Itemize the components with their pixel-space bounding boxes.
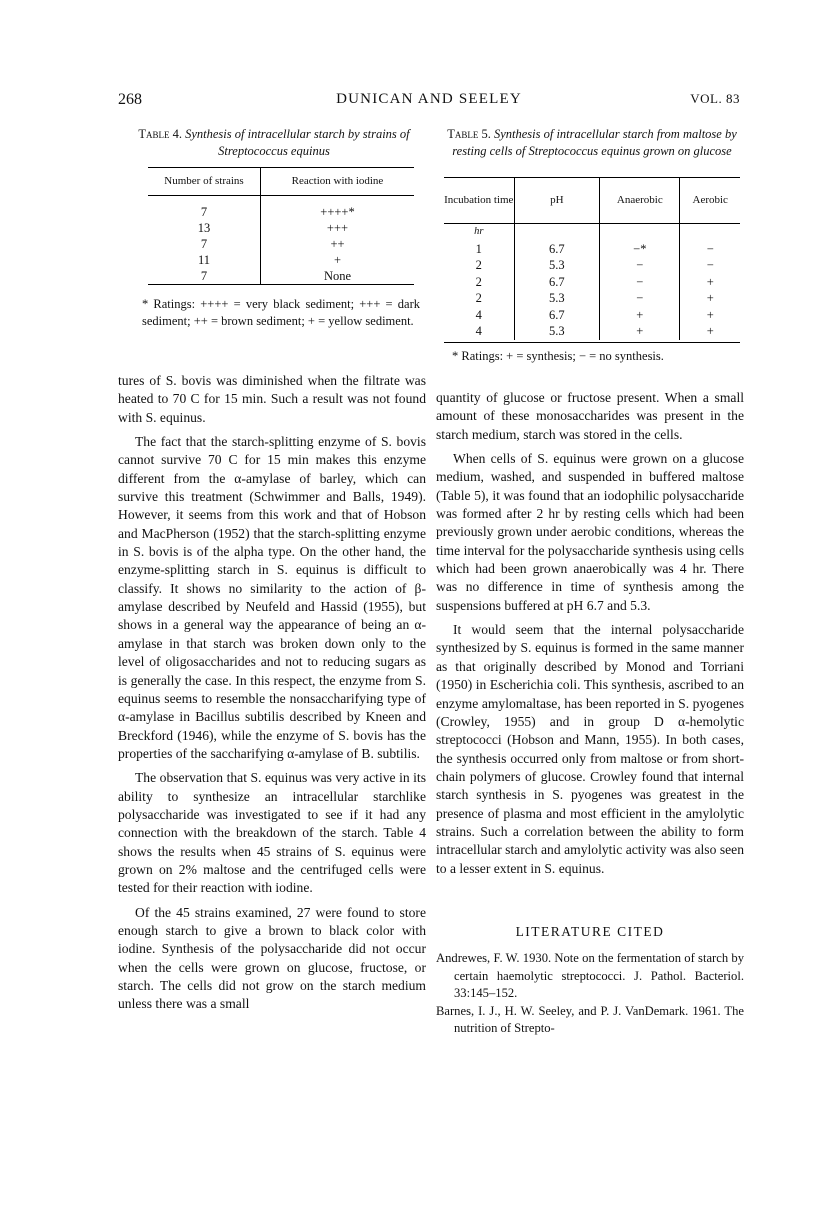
table5-header-row (444, 177, 740, 224)
table-row (444, 307, 740, 324)
reference-item: Barnes, I. J., H. W. Seeley, and P. J. VanDemark. 1961. The nutrition of Strepto- (436, 1003, 744, 1035)
table-cell: − (600, 257, 680, 274)
table-cell: 2 (444, 274, 514, 291)
table-cell: − (600, 274, 680, 291)
table4-label: Table 4. (138, 127, 182, 141)
table-cell: 11 (148, 252, 261, 268)
table4-col-header: Reaction with iodine (261, 167, 415, 196)
table-cell: 7 (148, 268, 261, 285)
table5-col-header: Incubation time (444, 177, 514, 224)
table-cell: + (706, 274, 714, 289)
paragraph: tures of S. bovis was diminished when the filtrate was heated to 70 C for 15 min. Such a result was not found with S. equinus. (118, 373, 426, 425)
table5-bottom-rule (444, 342, 740, 343)
table-cell: 4 (444, 323, 514, 340)
table-cell: 4 (444, 307, 514, 324)
table-row (444, 257, 740, 274)
table5 (444, 177, 740, 340)
table-cell: + (600, 323, 680, 340)
table-row (148, 236, 414, 252)
table-cell: 5.3 (514, 290, 600, 307)
table5-unit: hr (444, 224, 514, 241)
reference-item: Andrewes, F. W. 1930. Note on the fermentation of starch by certain haemolytic streptococci. J. Pathol. Bacteriol. 33:145–152. (436, 951, 744, 1000)
table-cell: None (261, 268, 415, 285)
table-row (148, 204, 414, 220)
table5-col-header: Anaerobic (600, 177, 680, 224)
table-cell: 2 (444, 290, 514, 307)
table4-caption (118, 126, 430, 160)
table-row (148, 268, 414, 285)
table-row (444, 323, 740, 340)
table4-col-header: Number of strains (148, 167, 261, 196)
table-row (148, 252, 414, 268)
table-cell: − (600, 290, 680, 307)
table-cell: 6.7 (514, 274, 600, 291)
paragraph: The observation that S. equinus was very active in its ability to synthesize an intracellular starchlike polysaccharide was investigated to see if it had any connection with the breakdown of the starch. Table 4 shows the results when 45 strains of S. equinus were grown on 2% maltose and the centrifuged cells were tested for their reaction with iodine. (118, 770, 426, 896)
page-number: 268 (118, 91, 142, 108)
table-cell: ++ (330, 237, 345, 251)
table5-unit-row (444, 224, 740, 241)
table4-footnote: * Ratings: ++++ = very black sediment; +++ = dark sediment; ++ = brown sediment; + = yellow sediment. (142, 297, 420, 328)
reference-list (436, 950, 744, 1038)
table5-col-header: Aerobic (680, 177, 740, 224)
table-row (444, 241, 740, 258)
table4-header-row (148, 167, 414, 196)
table-cell: + (706, 291, 714, 305)
table-row (148, 220, 414, 236)
table4-caption-text: Synthesis of intracellular starch by strains of Streptococcus equinus (185, 127, 410, 158)
table-cell: 1 (444, 241, 514, 258)
table5-caption-text: Synthesis of intracellular starch from maltose by resting cells of Streptococcus equinus grown on glucose (452, 127, 737, 158)
table-cell: 5.3 (514, 323, 600, 340)
paragraph: Of the 45 strains examined, 27 were found to store enough starch to give a brown to black color with iodine. Synthesis of the polysaccharide did not occur when the cells were grown on glucose, fructose, or starch. The cells did not grow on the starch medium unless there was a small (118, 904, 426, 1012)
table-cell: 7 (148, 236, 261, 252)
table5-caption (436, 126, 748, 160)
paragraph: The fact that the starch-splitting enzyme of S. bovis cannot survive 70 C for 15 min makes this enzyme different from the α-amylase of barley, which can survive this treatment (Schwimmer and Balls, 1949). However, it seems from this work and that of Hobson and MacPherson (1952) that the starch-splitting enzyme in S. bovis is of the alpha type. On the other hand, the enzyme-splitting starch in S. equinus is difficult to classify. It shows no similarity to the action of β-amylase described by Neufeld and Hassid (1955), but shows in a general way the appearance of being an α-amylase in that starch was broken down only to the level of oligosaccharides and not to reducing sugars as is generally the case. In this respect, the enzyme from S. equinus seems to resemble the nonsaccharifying type of α-amylase in Bacillus subtilis described by Kneen and Breckford (1946), while the enzyme of S. bovis has the properties of the saccharifying α-amylase of B. subtilis. (118, 434, 426, 761)
table-cell: 13 (148, 220, 261, 236)
table-cell: + (333, 253, 342, 267)
table-cell: 2 (444, 257, 514, 274)
literature-heading: LITERATURE CITED (515, 924, 665, 939)
table-cell: − (706, 241, 714, 256)
right-column (436, 389, 744, 878)
table-cell: + (600, 307, 680, 324)
table-cell: 6.7 (514, 307, 600, 324)
table-row (444, 274, 740, 291)
table-cell: + (706, 307, 714, 322)
table-cell: ++++* (320, 205, 355, 219)
paragraph: quantity of glucose or fructose present. When a small amount of these monosaccharides was present in the starch medium, starch was stored in the cells. (436, 390, 744, 442)
table-cell: −* (600, 241, 680, 258)
running-title: DUNICAN AND SEELEY (336, 91, 522, 107)
table5-label: Table 5. (447, 127, 491, 141)
table5-footnote: * Ratings: + = synthesis; − = no synthesis. (452, 349, 664, 363)
table-cell: 5.3 (514, 257, 600, 274)
table-cell: +++ (326, 221, 349, 235)
paragraph: When cells of S. equinus were grown on a glucose medium, washed, and suspended in buffered maltose (Table 5), it was found that an iodophilic polysaccharide was formed after 2 hr by resting cells which had been previously grown under aerobic conditions, whereas the time interval for the polysaccharide synthesis using cells which had been grown anaerobically was 4 hr. There was no difference in time of synthesis among the suspensions buffered at pH 6.7 and 5.3. (436, 451, 744, 613)
table-cell: + (706, 324, 714, 338)
running-header (118, 91, 740, 113)
paragraph: It would seem that the internal polysaccharide synthesized by S. equinus is formed in the same manner as that originally described by Monod and Torriani (1950) in Escherichia coli. This synthesis, ascribed to an enzyme amylomaltase, has been reported in S. pyogenes (Crowley, 1955) and in group D α-hemolytic streptococci (Hobson and Mann, 1955). In both cases, the synthesis occurred only from maltose or from short-chain polymers of glucose. Crowley found that internal starch synthesis in S. pyogenes was greatest in the presence of plasma and most efficient in the amylolytic strains. Such a correlation between the ability to form intracellular starch and amylolytic activity was also seen to a lesser extent in S. equinus. (436, 622, 744, 876)
table-cell: 7 (148, 204, 261, 220)
table-cell: − (706, 258, 714, 272)
table-row (444, 290, 740, 307)
volume-label: VOL. 83 (690, 91, 740, 106)
table-cell: 6.7 (514, 241, 600, 258)
table4 (148, 167, 414, 285)
left-column (118, 372, 426, 1014)
table5-col-header: pH (514, 177, 600, 224)
